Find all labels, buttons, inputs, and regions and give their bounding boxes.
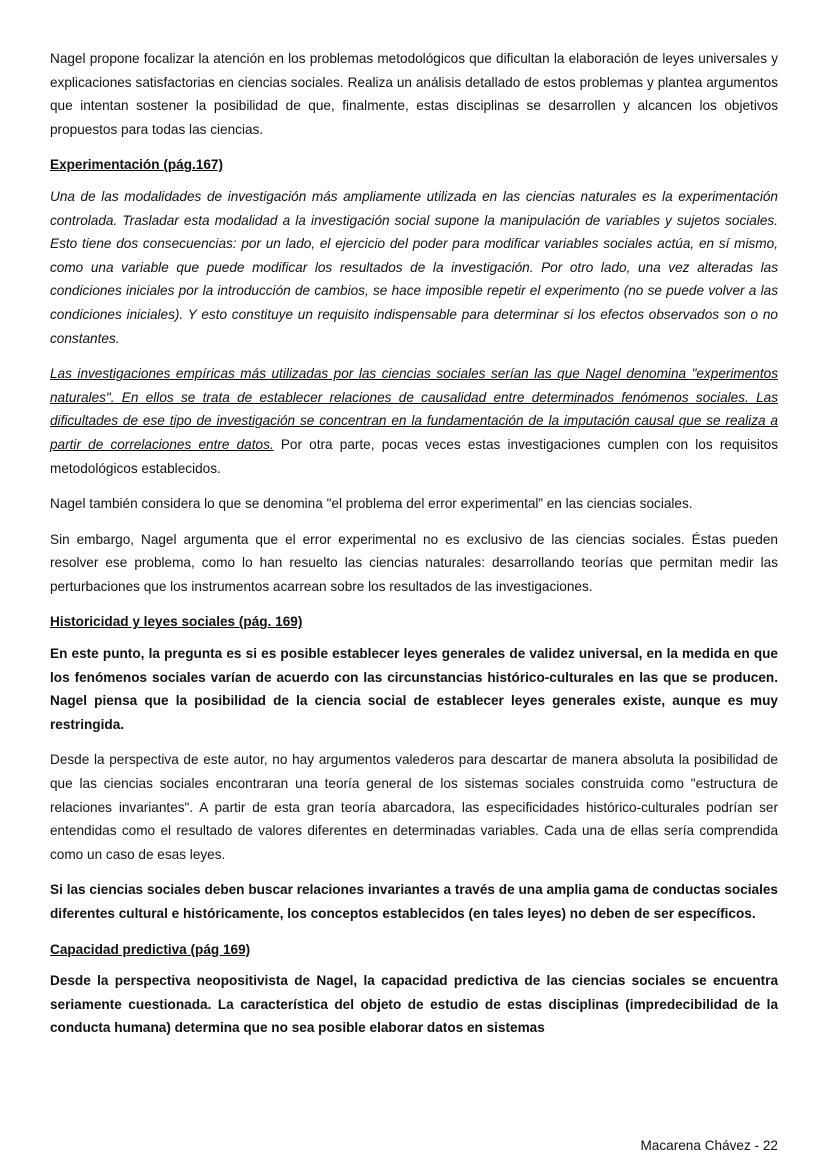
- capacidad-predictiva-paragraph: Desde la perspectiva neopositivista de Nagel, la capacidad predictiva de las ciencias sociales se encuentra seriamente cuestionada. La característica del objeto de estudio de estas disciplinas (impredecibilidad de la conducta humana) determina que no sea posible elaborar datos en sistemas: [50, 973, 778, 1036]
- intro-paragraph: Nagel propone focalizar la atención en los problemas metodológicos que dificultan la elaboración de leyes universales y explicaciones satisfactorias en ciencias sociales. Realiza un análisis detallado de estos problemas y plantea argumentos que intentan sostener la posibilidad de que, finalmente, estas disciplinas se desarrollen y alcancen los objetivos propuestos para todas las ciencias.: [50, 51, 778, 137]
- heading-historicidad: Historicidad y leyes sociales (pág. 169): [50, 614, 303, 630]
- document-page: [50, 47, 778, 1052]
- experimentacion-paragraph: Una de las modalidades de investigación más ampliamente utilizada en las ciencias naturales es la experimentación controlada. Trasladar esta modalidad a la investigación social supone la manipulación de variables y sujetos sociales. Esto tiene dos consecuencias: por un lado, el ejercicio del poder para modificar variables sociales actúa, en sí mismo, como una variable que puede modificar los resultados de la investigación. Por otro lado, una vez alteradas las condiciones iniciales por la introducción de cambios, se hace imposible repetir el experimento (no se puede volver a las condiciones iniciales). Y esto constituye un requisito indispensable para determinar si los efectos observados son o no constantes.: [50, 188, 778, 346]
- paragraph-rest: Por otra parte, pocas veces estas investigaciones cumplen con los requisitos metodológicos establecidos.: [50, 436, 778, 476]
- heading-capacidad-predictiva: Capacidad predictiva (pág 169): [50, 941, 251, 957]
- historicidad-bold-paragraph: En este punto, la pregunta es si es posible establecer leyes generales de validez universal, en la medida en que los fenómenos sociales varían de acuerdo con las circunstancias histórico-culturales en las que se producen. Nagel piensa que la posibilidad de la ciencia social de establecer leyes generales existe, aunque es muy restringida.: [50, 646, 778, 732]
- heading-experimentacion: Experimentación (pág.167): [50, 157, 223, 173]
- error-experimental-paragraph: Nagel también considera lo que se denomina "el problema del error experimental” en las ciencias sociales.: [50, 496, 693, 512]
- relaciones-invariantes-paragraph: Si las ciencias sociales deben buscar relaciones invariantes a través de una amplia gama de conductas sociales diferentes cultural e históricamente, los conceptos establecidos (en tales leyes) no deben de ser específicos.: [50, 882, 778, 921]
- sin-embargo-paragraph: Sin embargo, Nagel argumenta que el error experimental no es exclusivo de las ciencias sociales. Éstas pueden resolver ese problema, como lo han resuelto las ciencias naturales: desarrollando teorías que permitan medir las perturbaciones que los instrumentos acarrean sobre los resultados de las investigaciones.: [50, 531, 778, 594]
- underlined-text: Las investigaciones empíricas más utilizadas por las ciencias sociales serían las que Nagel denomina "experimentos naturales". En ellos se trata de establecer relaciones de causalidad entre determinados fenómenos sociales. Las dificultades de ese tipo de investigación se concentran en la fundamentación de la imputación causal que se realiza a partir de correlaciones entre datos.: [50, 366, 778, 452]
- experimentos-naturales-paragraph: [50, 362, 778, 480]
- historicidad-paragraph: Desde la perspectiva de este autor, no hay argumentos valederos para descartar de manera absoluta la posibilidad de que las ciencias sociales encontraran una teoría general de los sistemas sociales construida como "estructura de relaciones invariantes". A partir de esta gran teoría abarcadora, las especificidades histórico-culturales podrían ser entendidas como el resultado de valores diferentes en determinadas variables. Cada una de ellas sería comprendida como un caso de esas leyes.: [50, 752, 778, 862]
- page-footer: Macarena Chávez - 22: [640, 1138, 778, 1153]
